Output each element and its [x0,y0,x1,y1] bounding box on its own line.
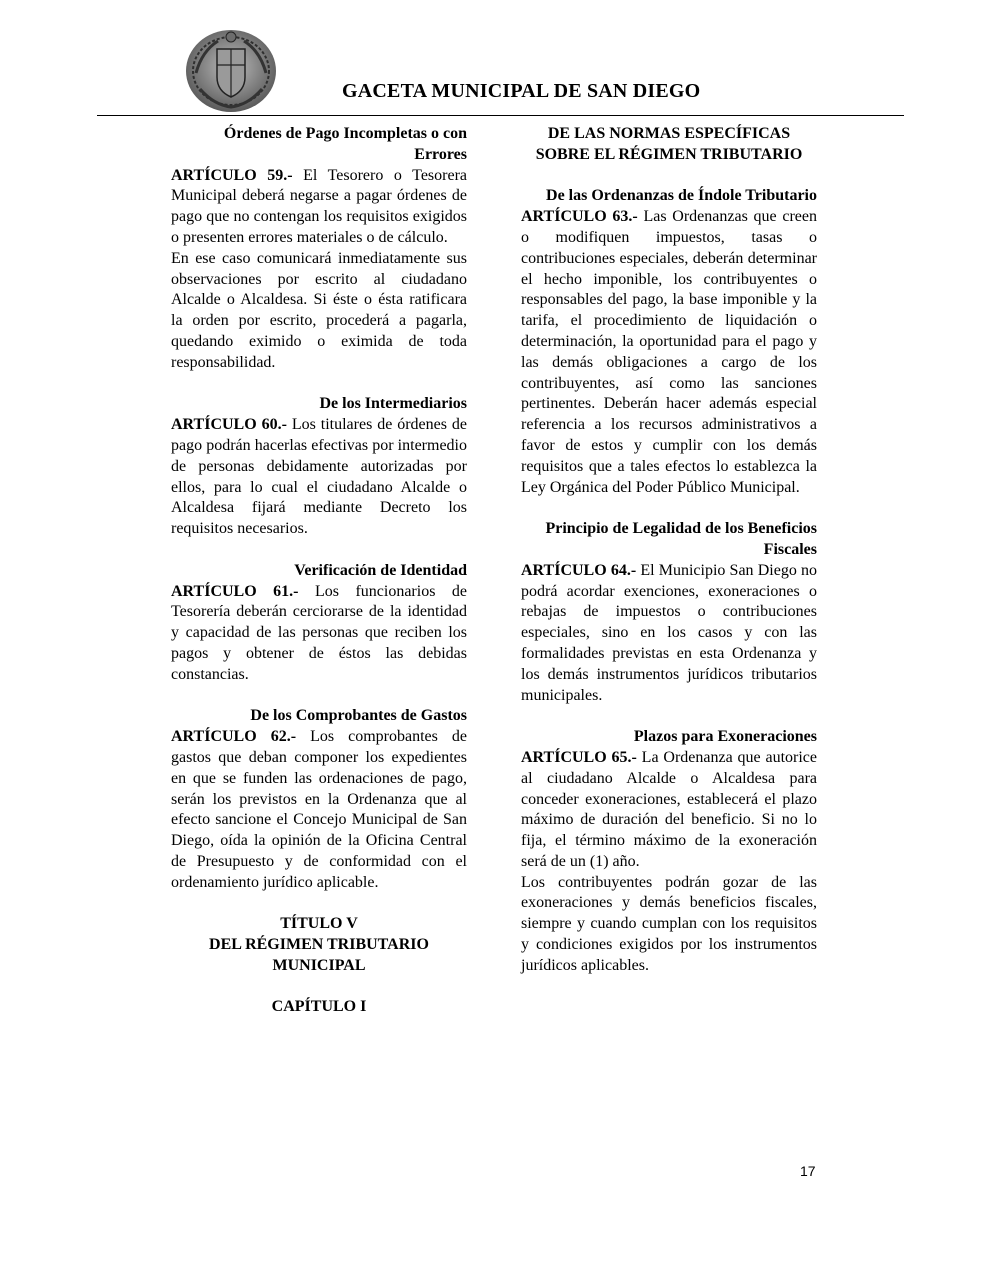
article-65 [521,748,817,873]
page-header [0,0,990,120]
heading-art-65: Plazos para Exoneraciones [633,728,817,746]
heading-art-59: Órdenes de Pago Incompletas o con Errores [223,125,467,163]
article-62-text: Los comprobantes de gastos que deban componer los expedientes en que se funden las ordenaciones de pago, serán los previstos en la Ordenanza que al efecto sancione el Concejo Municipal de San Diego, oída la opinión de la Oficina Central de Presupuesto y de conformidad con el ordenamiento jurídico aplicable. [171,728,468,891]
left-column [171,124,467,1018]
article-64-text: El Municipio San Diego no podrá acordar exenciones, exoneraciones o rebajas de impuestos o contribuciones especiales, sino en los casos y con las formalidades previstas en esta Ordenanza y los demás instrumentos jurídicos tributarios municipales. [521,561,818,704]
heading-art-64: Principio de Legalidad de los Beneficios Fiscales [545,520,817,558]
capitulo-number: CAPÍTULO I [271,998,367,1016]
article-65-label: ARTÍCULO 65.- [521,748,637,766]
heading-art-63: De las Ordenanzas de Índole Tributario [546,187,817,205]
titulo-number: TÍTULO V [280,915,358,933]
article-63 [521,207,817,498]
article-60 [171,415,467,540]
article-59-label: ARTÍCULO 59.- [171,166,293,184]
page-number: 17 [800,1163,816,1179]
header-rule [97,115,904,116]
article-63-text: Las Ordenanzas que creen o modifiquen impuestos, tasas o contribuciones especiales, deberán determinar el hecho imponible, los contribuyentes o responsables del pago, la base imponible y la tarifa, el procedimiento de liquidación o determinación, la oportunidad para el pago y las demás obligaciones a cargo de los contribuyentes, así como las sanciones pertinentes. Deberán hacer además especial referencia a los recursos administrativos a favor de estos y cumplir con los demás requisitos que a tales efectos lo establezca la Ley Orgánica del Poder Público Municipal. [521,208,817,496]
article-59 [171,166,467,249]
article-60-text: Los titulares de órdenes de pago podrán hacerlas efectivas por intermedio de personas debidamente autorizadas por ellos, para lo cual el ciudadano Alcalde o Alcaldesa fijará mediante Decreto los requisitos necesarios. [171,416,468,538]
gazette-title: GACETA MUNICIPAL DE SAN DIEGO [342,80,701,102]
heading-art-62: De los Comprobantes de Gastos [250,707,467,725]
article-62-label: ARTÍCULO 62.- [171,728,297,746]
article-60-label: ARTÍCULO 60.- [171,416,287,434]
article-63-label: ARTÍCULO 63.- [521,208,638,226]
article-65-text-2: Los contribuyentes podrán gozar de las exoneraciones y demás beneficios fiscales, siempre y cuando cumplan con los requisitos y condiciones exigidos por los instrumentos jurídicos aplicables. [521,873,817,974]
article-59-text-2: En ese caso comunicará inmediatamente sus observaciones por escrito al ciudadano Alcalde o Alcaldesa. Si éste o ésta ratificara la orden por escrito, procederá a pagarla, quedando eximido o eximida de toda responsabilidad. [171,249,467,371]
article-64-label: ARTÍCULO 64.- [521,561,637,579]
right-column [521,124,817,977]
article-61 [171,582,467,686]
article-61-text: Los funcionarios de Tesorería deberán cerciorarse de la identidad y capacidad de las personas que reciben los pagos y obtener de éstos las debidas constancias. [171,582,468,683]
heading-art-61: Verificación de Identidad [294,561,467,579]
titulo-name: DEL RÉGIMEN TRIBUTARIO MUNICIPAL [209,936,429,974]
article-65-text: La Ordenanza que autorice al ciudadano Alcalde o Alcaldesa para conceder exoneraciones, establecerá el plazo máximo de duración del beneficio. Si no lo fija, el término máximo de la exoneración será de un (1) año. [521,748,817,870]
heading-art-60: De los Intermediarios [319,395,467,413]
municipal-seal-icon [184,27,278,113]
section-title: DE LAS NORMAS ESPECÍFICAS SOBRE EL RÉGIMEN TRIBUTARIO [535,125,803,163]
article-64 [521,561,817,707]
article-61-label: ARTÍCULO 61.- [171,582,299,600]
article-59-text: El Tesorero o Tesorera Municipal deberá negarse a pagar órdenes de pago que no contengan los requisitos exigidos o presenten errores materiales o de cálculo. [171,166,468,246]
article-62 [171,727,467,893]
